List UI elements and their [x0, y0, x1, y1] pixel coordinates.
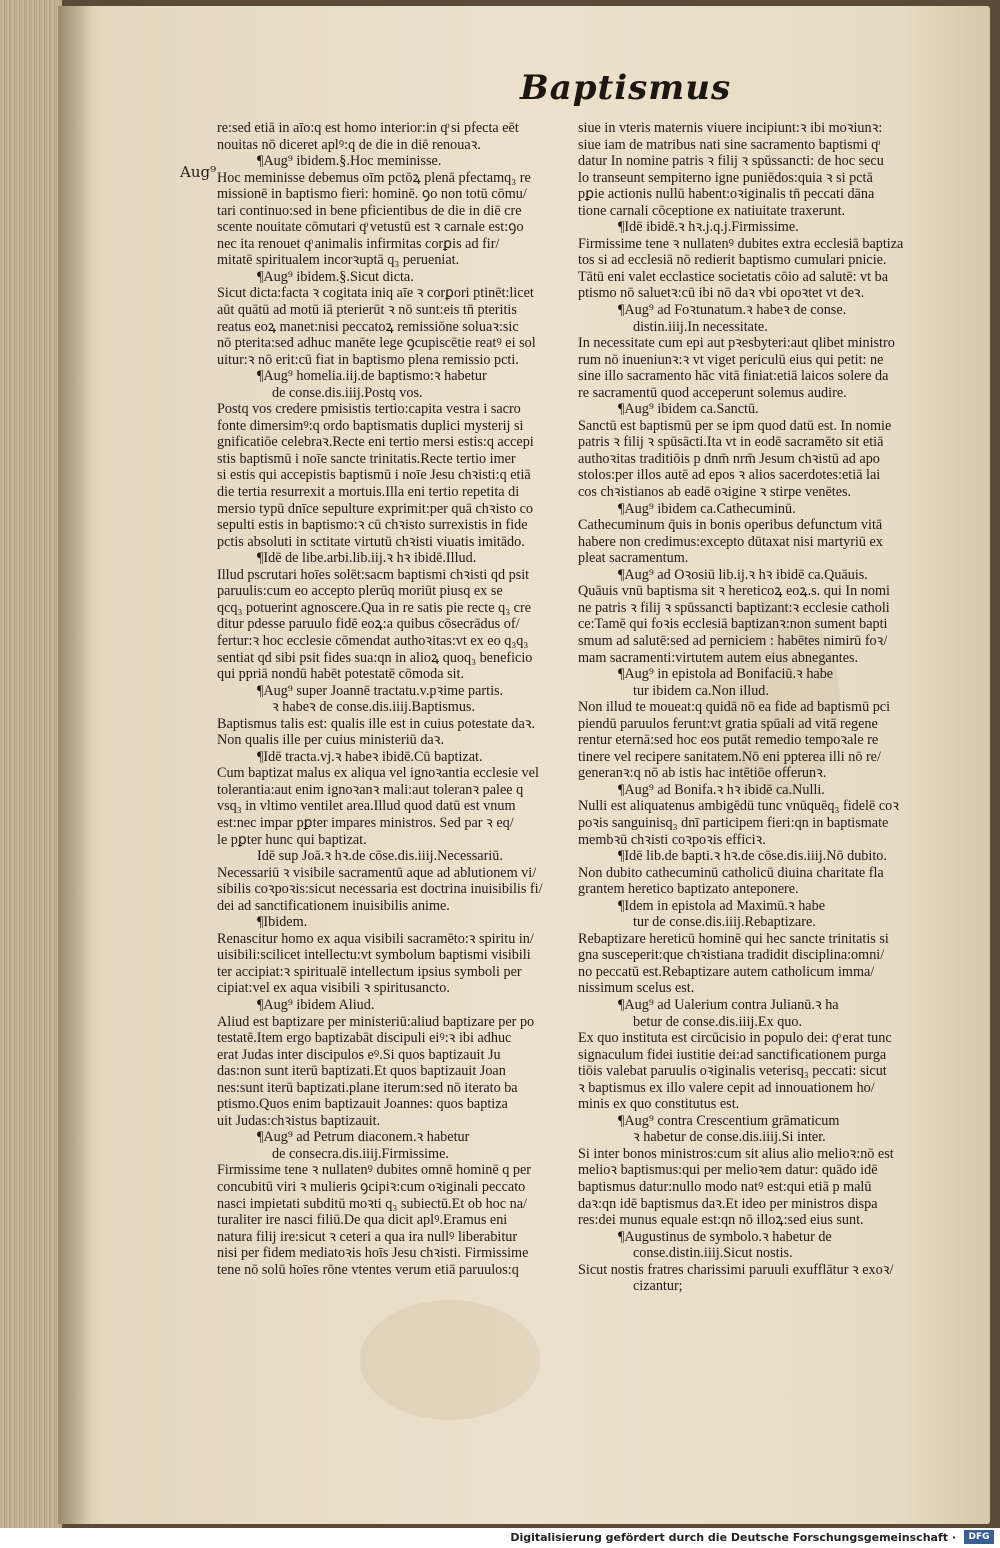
- rubric-line: de conse.dis.iiij.Postq vos.: [272, 384, 423, 401]
- text-line: signaculum fidei iustitie dei:ad sanctificationem purga: [578, 1046, 887, 1063]
- text-line: mam sacramenti:virtutem autem eius abnegantes.: [578, 649, 859, 666]
- rubric-line: ¶Aug⁹ contra Crescentium grāmaticum: [618, 1112, 840, 1129]
- text-line: smum ad salutē:sed ad perniciem : habētes nimirū foꝛ/: [578, 632, 888, 649]
- text-line: cos chꝛistianos ab eadē oꝛigine ꝛ stirpe venētes.: [578, 484, 852, 501]
- text-line: nasci impietati subditū moꝛti q₃ subiectū.Et ob hoc na/: [217, 1195, 527, 1212]
- text-line: nouitas nō diceret aplꝰ:q de die in diē renouaꝛ.: [217, 136, 481, 153]
- text-line: Non qualis ille per cuius ministeriū daꝛ.: [217, 732, 444, 749]
- text-line: nō pterita:sed adhuc manēte lege ꝯcupiscētie reatꝰ ei sol: [217, 335, 536, 352]
- rubric-line: ¶Idē tracta.vj.ꝛ habeꝛ ibidē.Cū baptizat.: [257, 748, 483, 765]
- text-line: sentiat qd sibi psit fides sua:qn in alioꝝ quoq₃ beneficio: [217, 649, 533, 666]
- text-line: datur In nomine patris ꝛ filij ꝛ spūssancti: de hoc secu: [578, 153, 884, 170]
- text-line: tinere vel recipere sanitatem.Nō eni ppterea illi nō re/: [578, 748, 881, 765]
- rubric-line: betur de conse.dis.iiij.Ex quo.: [633, 1013, 803, 1030]
- rubric-line: ¶Aug⁹ ibidem.§.Hoc meminisse.: [257, 153, 442, 170]
- text-line: baptismus datur:nullo modo natꝰ est:qui etiā p malū: [578, 1179, 872, 1195]
- text-line: minis ex quo constitutus est.: [578, 1096, 740, 1113]
- running-head: Baptismus: [520, 68, 732, 108]
- rubric-line: ¶Aug⁹ ibidem ca.Cathecuminū.: [618, 500, 796, 517]
- text-line: Rebaptizare hereticū hominē qui hec sancte trinitatis si: [578, 930, 889, 947]
- text-line: le pꝑter hunc qui baptizat.: [217, 831, 367, 848]
- left-text-column: [217, 120, 585, 1278]
- text-line: uit Judas:chꝛistus baptizauit.: [217, 1112, 381, 1129]
- rubric-line: ¶Aug⁹ ad Bonifa.ꝛ hꝛ ibidē ca.Nulli.: [618, 781, 825, 798]
- rubric-line: ¶Aug⁹ ad Oꝛosiū lib.ij.ꝛ hꝛ ibidē ca.Quāuis.: [618, 566, 868, 583]
- rubric-line: ¶Augustinus de symbolo.ꝛ habetur de: [618, 1228, 832, 1245]
- text-line: Necessariū ꝛ visibile sacramentū aque ad ablutionem vi/: [217, 864, 537, 881]
- text-line: nisi per fidem mediatoꝛis hoīs Jesu chꝛisti. Firmissime: [217, 1245, 529, 1262]
- text-line: Renascitur homo ex aqua visibili sacramēto:ꝛ spiritu in/: [217, 930, 534, 947]
- page-edges: [0, 0, 62, 1528]
- text-line: Firmissime tene ꝛ nullatenꝰ dubites omnē hominē q per: [217, 1162, 531, 1179]
- rubric-line: ¶Aug⁹ ad Foꝛtunatum.ꝛ habeꝛ de conse.: [618, 302, 847, 319]
- text-line: tos si ad ecclesiā nō redierit baptismo cumulari pnicie.: [578, 252, 887, 269]
- text-line: patris ꝛ filij ꝛ spūsācti.Ita vt in eodē sacramēto sit etiā: [578, 434, 884, 451]
- text-line: Nulli est aliquatenus ambigēdū tunc vnūquēq₃ fidelē coꝛ: [578, 798, 899, 815]
- text-line: tiōis valebat paruulis oꝛiginalis veterisq₃ peccati: sicut: [578, 1063, 887, 1080]
- text-line: siue in vteris maternis viuere incipiunt:ꝛ ibi moꝛiunꝛ:: [578, 120, 883, 136]
- text-line: missionē in baptismo fieri: hominē. ꝯo non totū cōmu/: [217, 186, 527, 203]
- dfg-logo[interactable]: DFG: [964, 1530, 994, 1544]
- text-line: Non dubito cathecuminū catholicū diuina charitate fla: [578, 864, 884, 881]
- text-line: si estis qui accepistis baptismū i noīe Jesu chꝛisti:q etiā: [217, 467, 531, 484]
- text-line: Sicut dicta:facta ꝛ cogitata iniq aīe ꝛ corꝑori ptinēt:licet: [217, 285, 534, 302]
- text-line: paruulis:cum eo accepto plerūq moriūt piusq ex se: [217, 583, 503, 600]
- text-line: est:nec impar pꝑter impares ministros. Sed par ꝛ eq/: [217, 814, 514, 831]
- text-line: re sacramentū quod acceperunt solemus audire.: [578, 384, 847, 401]
- rubric-line: ¶Aug⁹ ad Ualerium contra Julianū.ꝛ ha: [618, 996, 839, 1013]
- text-line: In necessitate cum epi aut pꝛesbyteri:aut qlibet ministro: [578, 335, 895, 352]
- text-line: uitur:ꝛ nō erit:cū fiat in baptismo plena remissio pcti.: [217, 351, 519, 368]
- rubric-line: tur de conse.dis.iiij.Rebaptizare.: [633, 914, 816, 931]
- text-line: reatus eoꝝ manet:nisi peccatoꝝ remissiōne soluaꝛ:sic: [217, 318, 519, 335]
- text-line: tione carnali cōceptione ex natiuitate traxerunt.: [578, 202, 846, 219]
- text-line: Illud pscrutari hoīes solēt:sacm baptismi chꝛisti qd psit: [217, 566, 530, 583]
- text-line: ne patris ꝛ filij ꝛ spūssancti baptizant:ꝛ ecclesie catholi: [578, 599, 890, 616]
- text-line: aūt quātū ad motū iā pterierūt ꝛ nō sunt:eis tn̄ pteritis: [217, 302, 517, 319]
- rubric-line: ¶Idem in epistola ad Maximū.ꝛ habe: [618, 897, 825, 914]
- text-line: lo transeunt sempiterno igne puniēdos:quia ꝛ si pctā: [578, 169, 873, 186]
- text-line: poꝛis sanguinisq₃ dnī participem fieri:qn in baptismate: [578, 814, 889, 831]
- text-line: authoꝛitas traditiōis p dnm̄ nrm̄ Jesum chꝛistū ad apo: [578, 450, 880, 467]
- text-line: fertur:ꝛ hoc ecclesie cōmendat authoꝛitas:vt ex eo q₃q₃: [217, 632, 529, 649]
- rubric-line: ¶Aug⁹ ibidem ca.Sanctū.: [618, 401, 759, 418]
- text-line: concubitū viri ꝛ mulieris ꝯcipiꝛ:cum oꝛiginali peccato: [217, 1179, 526, 1195]
- text-line: stis baptismū i noīe sancte trinitatis.Recte tertio imer: [217, 450, 516, 467]
- footer-bar: [0, 1528, 1000, 1548]
- text-line: ptismo.Quos enim baptizauit Joannes: quos baptiza: [217, 1096, 508, 1113]
- text-line: Si inter bonos ministros:cum sit alius alio melioꝛ:nō est: [578, 1145, 894, 1162]
- text-line: Postq vos credere pmisistis tertio:capita vestra i sacro: [217, 401, 521, 418]
- rubric-line: tur ibidem ca.Non illud.: [633, 682, 769, 699]
- book-gutter: [58, 6, 92, 1524]
- text-line: sibilis coꝛpoꝛis:sicut necessaria est doctrina inuisibilis fi/: [217, 881, 543, 898]
- text-line: mersio typū dnīce sepulture exprimit:per quā chꝛisto co: [217, 500, 534, 517]
- text-line: qui ppriā nondū habēt potestatē cōmoda sit.: [217, 666, 465, 683]
- rubric-line: de consecra.dis.iiij.Firmissime.: [272, 1145, 449, 1162]
- text-line: re:sed etiā in aīo:q est homo interior:in qͦ si pfecta eēt: [217, 120, 519, 136]
- text-line: pꝑie actionis nullū habent:oꝛiginalis tn̄ peccati dāna: [578, 186, 875, 203]
- rubric-line: cizantur;: [633, 1278, 683, 1295]
- text-line: das:non sunt iterū baptizati.Et quos baptizauit Joan: [217, 1063, 506, 1080]
- text-line: tene nō solū hoīes rōne vtentes verum etiā paruulos:q: [217, 1261, 519, 1278]
- rubric-line: ¶Aug⁹ ibidem.§.Sicut dicta.: [257, 268, 414, 285]
- text-line: ce:Tamē qui foꝛis ecclesiā baptizanꝛ:non sument bapti: [578, 616, 888, 633]
- text-line: Baptismus talis est: qualis ille est in cuius potestate daꝛ.: [217, 715, 536, 732]
- text-line: mitatē spiritualem incorꝛuptā q₃ perueniat.: [217, 252, 460, 269]
- text-line: Ex quo instituta est circūcisio in populo dei: qͦ erat tunc: [578, 1030, 892, 1047]
- text-line: pleat sacramentum.: [578, 550, 689, 567]
- text-line: siue iam de matribus nati sine sacramento baptismi qͦ: [578, 136, 879, 153]
- text-line: erat Judas inter discipulos eꝰ.Si quos baptizauit Ju: [217, 1046, 501, 1063]
- text-line: Sanctū est baptismū per se ipm quod datū est. In nomie: [578, 417, 892, 434]
- text-line: vsq₃ in vltimo ventilet area.Illud quod datū est vnum: [217, 798, 516, 815]
- text-line: Non illud te moueat:q quidā nō ea fide ad baptismū pci: [578, 699, 891, 716]
- rubric-line: ¶Aug⁹ in epistola ad Bonifaciū.ꝛ habe: [618, 666, 834, 683]
- text-line: no peccatū est.Rebaptizare autem catholicum imma/: [578, 963, 875, 980]
- rubric-line: conse.distin.iiij.Sicut nostis.: [633, 1245, 793, 1262]
- text-line: gna susceperit:que chꝛistiana tradidit disciplina:omni/: [578, 947, 885, 964]
- text-line: Cum baptizat malus ex aliqua vel ignoꝛantia ecclesie vel: [217, 765, 539, 782]
- rubric-line: ꝛ habetur de conse.dis.iiij.Si inter.: [633, 1129, 826, 1146]
- text-line: melioꝛ baptismus:qui per melioꝛem datur: quādo idē: [578, 1162, 878, 1179]
- text-line: piendū paruulos ferunt:vt gratia spūali ad vitā regene: [578, 715, 878, 732]
- text-line: ter accipiat:ꝛ spiritualē intellectum ipsius symboli per: [217, 963, 522, 980]
- text-line: tari continuo:sed in bene pficientibus de die in diē cre: [217, 202, 522, 219]
- text-line: nissimum scelus est.: [578, 980, 695, 997]
- text-line: uisibili:scilicet intellectu:vt symbolum baptismi visibili: [217, 947, 531, 964]
- rubric-line: ¶Idē ibidē.ꝛ hꝛ.j.q.j.Firmissime.: [618, 219, 799, 236]
- text-line: daꝛ:qn idē baptismus daꝛ.Et ideo per ministros dispa: [578, 1195, 878, 1212]
- text-line: stolos:per illos autē ad epos ꝛ alios sacerdotes:etiā lai: [578, 467, 881, 484]
- text-line: Aliud est baptizare per ministeriū:aliud baptizare per po: [217, 1013, 535, 1030]
- text-line: habere non credimus:excepto dūtaxat nisi martyriū ex: [578, 533, 883, 550]
- text-line: ptismo nō saluetꝛ:cū ibi nō daꝛ vbi opoꝛtet vt deꝛ.: [578, 285, 865, 302]
- text-line: sepulti estis in baptismo:ꝛ cū chꝛisto surrexistis in fide: [217, 517, 528, 534]
- text-line: nes:sunt iterū baptizati.plane iterum:sed nō iterato ba: [217, 1079, 518, 1096]
- paper-stain: [360, 1300, 540, 1420]
- rubric-line: ꝛ habeꝛ de conse.dis.iiij.Baptismus.: [272, 699, 475, 716]
- text-line: cipiat:vel ex aqua visibili ꝛ spiritusancto.: [217, 980, 450, 997]
- text-line: membꝛū chꝛisti coꝛpoꝛis efficiꝛ.: [578, 831, 766, 848]
- text-line: testatē.Item ergo baptizabāt discipuli eiꝰ:ꝛ ibi adhuc: [217, 1030, 512, 1047]
- text-line: Firmissime tene ꝛ nullatenꝰ dubites extra ecclesiā baptiza: [578, 235, 904, 252]
- text-line: qcq₃ potuerint agnoscere.Qua in re satis pie recte q₃ cre: [217, 599, 532, 616]
- rubric-line: ¶Aug⁹ homelia.iij.de baptismo:ꝛ habetur: [257, 368, 487, 385]
- text-line: Sicut nostis fratres charissimi paruuli exufflātur ꝛ exoꝛ/: [578, 1261, 894, 1278]
- text-line: fonte dimersimꝰ:q ordo baptismatis duplici mysterij si: [217, 417, 524, 434]
- text-line: generanꝛ:q nō ab istis hac intētiōe offerunꝛ.: [578, 765, 827, 782]
- text-line: pctis absoluti in sctitate virtutū chꝛisti viuatis imitādo.: [217, 533, 525, 550]
- right-text-column: [578, 120, 940, 1295]
- rubric-line: ¶Aug⁹ ibidem Aliud.: [257, 996, 375, 1013]
- rubric-line: ¶Idē lib.de bapti.ꝛ hꝛ.de cōse.dis.iiij.Nō dubito.: [618, 848, 887, 865]
- funding-notice: Digitalisierung gefördert durch die Deutsche Forschungsgemeinschaft ·: [510, 1531, 956, 1544]
- rubric-line: ¶Idē de libe.arbi.lib.iij.ꝛ hꝛ ibidē.Illud.: [257, 550, 477, 567]
- text-line: Quāuis vnū baptisma sit ꝛ hereticoꝝ eoꝝ.s. qui In nomi: [578, 583, 890, 600]
- text-line: ꝛ baptismus ex illo valere cepit ad innouationem ho/: [578, 1079, 875, 1096]
- text-line: gnificatiōe celebraꝛ.Recte eni tertio mersi estis:q accepi: [217, 434, 534, 451]
- rubric-line: Idē sup Joā.ꝛ hꝛ.de cōse.dis.iiij.Necessariū.: [257, 848, 503, 865]
- text-line: tolerantia:aut enim ignoꝛanꝛ mali:aut toleranꝛ palee q: [217, 781, 524, 798]
- text-line: ditur pdesse paruulo fidē eoꝝ:a quibus cōsecrādus of/: [217, 616, 520, 633]
- text-line: rum nō inueniunꝛ:ꝛ vt viget periculū eius qui petit: ne: [578, 351, 884, 368]
- text-line: turaliter ire nasci filiū.De qua dicit aplꝰ.Eramus eni: [217, 1212, 508, 1229]
- rubric-line: distin.iiij.In necessitate.: [633, 318, 768, 335]
- text-line: nec ita renouet qͦ animalis infirmitas corꝑis ad fir/: [217, 235, 500, 252]
- margin-note: Aug⁹: [180, 163, 217, 181]
- text-line: Tātū eni valet ecclastice societatis cōio ad salutē: vt ba: [578, 268, 889, 285]
- text-line: scente nouitate cōmutari qͦ vetustū est ꝛ carnale est:ꝯo: [217, 219, 524, 236]
- rubric-line: ¶Aug⁹ super Joannē tractatu.v.pꝛime partis.: [257, 682, 504, 699]
- text-line: dei ad sanctificationem inuisibilis anime.: [217, 897, 450, 914]
- rubric-line: ¶Aug⁹ ad Petrum diaconem.ꝛ habetur: [257, 1129, 470, 1146]
- text-line: Cathecuminum q̄uis in bonis operibus defunctum vitā: [578, 517, 883, 534]
- text-line: grantem heretico baptizato anteponere.: [578, 881, 799, 898]
- text-line: sine illo sacramento hāc vitā finiat:etiā laicos solere da: [578, 368, 889, 385]
- text-line: natura filij ire:sicut ꝛ ceteri a qua ira nullꝰ liberabitur: [217, 1228, 518, 1245]
- text-line: die tertia resurrexit a mortuis.Illa eni tertio repetita di: [217, 484, 520, 501]
- rubric-line: ¶Ibidem.: [257, 914, 308, 931]
- text-line: res:dei munus equale est:qn nō illoꝝ:sed eius sunt.: [578, 1212, 864, 1229]
- text-line: Hoc meminisse debemus oīm pctōꝝ plenā pfectamq₃ re: [217, 169, 531, 186]
- text-line: rentur eternā:sed hoc eos putāt remedio tempoꝛale re: [578, 732, 879, 749]
